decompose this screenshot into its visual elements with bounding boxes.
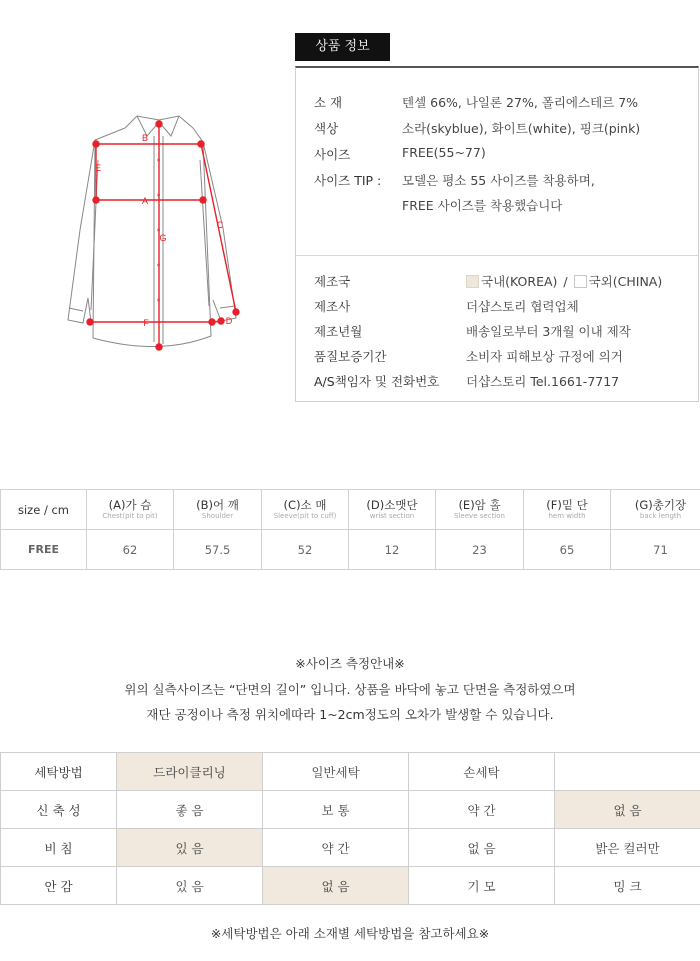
size-value-armhole: 23 [436,530,524,570]
lining-row [1,867,700,905]
size-note-line2: 재단 공정이나 측정 위치에따라 1~2cm정도의 오차가 발생할 수 있습니다. [146,707,554,722]
origin-china-checkbox-icon [574,275,587,288]
wash-row-label: 비 침 [1,829,117,867]
point-d-left [218,318,224,324]
size-col-sleeve: (C)소 매 Sleeve(pit to cuff) [262,490,349,530]
size-tip-line2: FREE 사이즈를 착용했습니다 [402,198,563,213]
point-g-top [156,121,162,127]
shirt-measurement-diagram [55,110,265,360]
size-tip-label: 사이즈 TIP : [314,173,382,188]
size-col-armhole: (E)암 홀 Sleeve section [436,490,524,530]
material-value: 텐셀 66%, 나일론 27%, 폴리에스테르 7% [402,95,639,110]
shirt-outline [68,116,236,347]
wash-option-cell: 없 음 [555,791,700,829]
color-label: 색상 [314,121,339,136]
label-g: G [159,233,167,243]
product-info-tag: 상품 정보 [295,33,390,61]
product-spec-section [296,68,698,256]
wash-option-cell [555,753,700,791]
size-value-sleeve: 52 [262,530,349,570]
size-row-label: FREE [1,530,87,570]
label-f: F [143,318,149,328]
label-b: B [141,133,149,143]
color-value: 소라(skyblue), 화이트(white), 핑크(pink) [402,121,641,136]
size-table-corner: size / cm [1,490,87,530]
point-f-left [87,319,93,325]
size-table [0,489,700,570]
size-table-header-row [1,490,700,530]
sheerness-row [1,829,700,867]
origin-korea-checkbox-icon [466,275,479,288]
wash-option-cell: 드라이클리닝 [117,753,263,791]
wash-option-cell: 없 음 [263,867,409,905]
wash-option-cell: 좋 음 [117,791,263,829]
size-col-shoulder: (B)어 깨 Shoulder [174,490,262,530]
as-contact-value: 더샵스토리 Tel.1661-7717 [466,374,620,389]
size-col-length: (G)총기장 back length [611,490,700,530]
size-value-wrist: 12 [349,530,436,570]
label-a: A [141,196,149,206]
origin-value [466,272,662,290]
size-label: 사이즈 [314,147,351,162]
point-f-right [209,319,215,325]
wash-option-cell: 손세탁 [409,753,555,791]
product-info-box [295,66,699,402]
maker-value: 더샵스토리 협력업체 [466,299,579,314]
origin-china-label: 국외(CHINA) [588,274,663,289]
manufacture-date-value: 배송일로부터 3개월 이내 제작 [466,324,631,339]
size-tip-line1: 모델은 평소 55 사이즈를 착용하며, [402,173,595,188]
size-col-chest: (A)가 슴 Chest(pit to pit) [87,490,174,530]
wash-method-row [1,753,700,791]
origin-korea-label: 국내(KOREA) [481,274,558,289]
wash-row-label: 세탁방법 [1,753,117,791]
wash-option-cell: 약 간 [409,791,555,829]
wash-option-cell: 기 모 [409,867,555,905]
warranty-label: 품질보증기간 [314,349,387,364]
warranty-value: 소비자 피해보상 규정에 의거 [466,349,623,364]
fabric-care-table [0,752,700,905]
point-b-right [198,141,204,147]
wash-row-label: 안 감 [1,867,117,905]
wash-option-cell: 있 음 [117,867,263,905]
maker-label: 제조사 [314,299,351,314]
label-e: E [94,163,102,173]
size-table-row [1,530,700,570]
footer-note: ※세탁방법은 아래 소재별 세탁방법을 참고하세요※ [210,926,490,941]
size-value-chest: 62 [87,530,174,570]
manufacture-date-label: 제조년월 [314,324,363,339]
size-value-shoulder: 57.5 [174,530,262,570]
label-d: D [225,316,233,326]
as-contact-label: A/S책임자 및 전화번호 [314,374,440,389]
wash-option-cell: 없 음 [409,829,555,867]
origin-separator: / [563,274,568,289]
size-value-hem: 65 [524,530,611,570]
size-value: FREE(55~77) [402,145,486,160]
label-c: C [216,220,224,230]
size-note-title: ※사이즈 측정안내※ [295,656,405,671]
wash-option-cell: 있 음 [117,829,263,867]
material-label: 소 재 [314,95,343,110]
size-note-line1: 위의 실측사이즈는 “단면의 길이” 입니다. 상품을 바닥에 놓고 단면을 측정하였으며 [124,682,576,697]
point-g-bottom [156,344,162,350]
point-a-right [200,197,206,203]
wash-option-cell: 밍 크 [555,867,700,905]
wash-option-cell: 약 간 [263,829,409,867]
origin-label: 제조국 [314,274,351,289]
point-a-left [93,197,99,203]
wash-row-label: 신 축 성 [1,791,117,829]
wash-option-cell: 밝은 컬러만 [555,829,700,867]
size-col-wrist: (D)소맷단 wrist section [349,490,436,530]
elasticity-row [1,791,700,829]
point-c-bottom [233,309,239,315]
wash-option-cell: 보 통 [263,791,409,829]
size-value-length: 71 [611,530,700,570]
point-b-left [93,141,99,147]
size-col-hem: (F)밑 단 hem width [524,490,611,530]
wash-option-cell: 일반세탁 [263,753,409,791]
